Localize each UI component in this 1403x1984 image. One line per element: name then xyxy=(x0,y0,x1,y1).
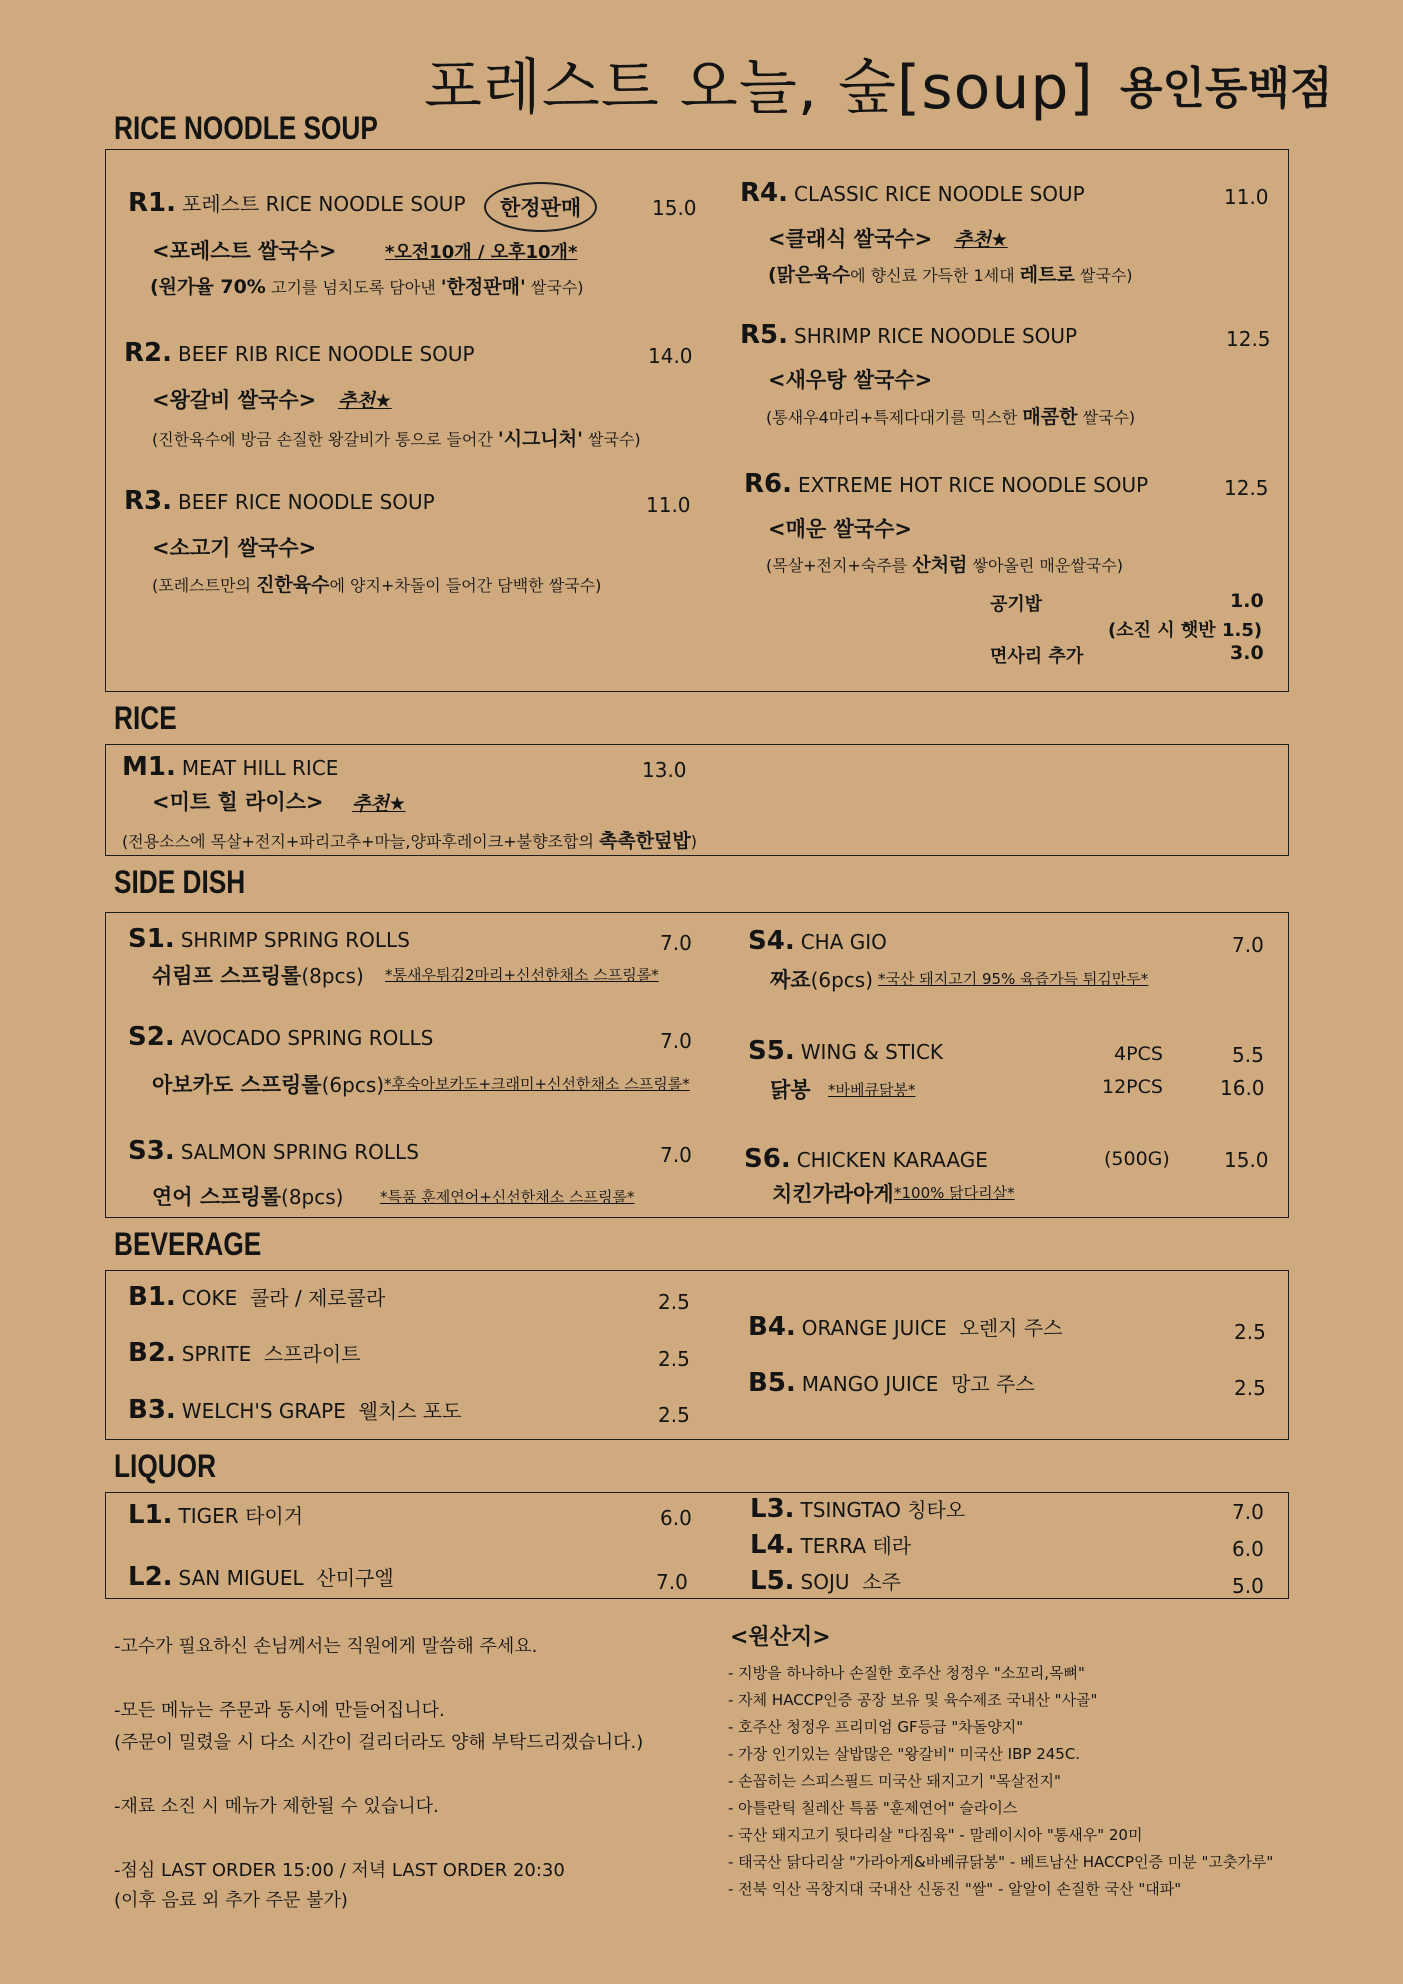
menu-item-r3 xyxy=(124,486,435,516)
item-code: S4. xyxy=(748,926,795,956)
item-korean-name: 산미구엘 xyxy=(316,1566,394,1590)
item-name: SOJU xyxy=(800,1570,850,1594)
extra-rice-note: (소진 시 햇반 1.5) xyxy=(1108,620,1263,641)
desc-text: (목살+전지+숙주를 xyxy=(766,556,908,575)
item-korean-name: 치킨가라아게 xyxy=(772,1182,894,1206)
item-description xyxy=(152,424,641,451)
origin-title: <원산지> xyxy=(730,1625,831,1650)
item-korean-line xyxy=(770,964,873,994)
menu-item-r1 xyxy=(128,188,466,218)
item-code: S3. xyxy=(128,1136,175,1166)
item-korean-name: <왕갈비 쌀국수> xyxy=(152,388,317,412)
item-name: TSINGTAO xyxy=(800,1498,901,1522)
item-note: *특품 훈제연어+신선한채소 스프링롤* xyxy=(380,1188,635,1206)
item-price: 5.0 xyxy=(1232,1574,1264,1598)
origin-line: - 손꼽히는 스피스필드 미국산 돼지고기 "목살전지" xyxy=(728,1772,1061,1790)
branch-name: 용인동백점 xyxy=(1120,63,1333,114)
item-code: S6. xyxy=(744,1144,791,1174)
origin-line: - 가장 인기있는 살밥많은 "왕갈비" 미국산 IBP 245C. xyxy=(728,1745,1081,1763)
item-korean-name: 스프라이트 xyxy=(263,1342,361,1366)
item-name: AVOCADO SPRING ROLLS xyxy=(180,1026,434,1050)
item-name: SPRITE xyxy=(181,1342,252,1366)
item-korean-name: 망고 주스 xyxy=(951,1372,1035,1396)
item-note: *통새우튀김2마리+신선한채소 스프링롤* xyxy=(385,966,659,984)
desc-text: 쌀국수) xyxy=(1082,408,1136,427)
menu-item-r4 xyxy=(740,178,1085,208)
recommend-badge: 추천★ xyxy=(954,229,1008,251)
item-korean-name: 타이거 xyxy=(245,1504,304,1528)
notice-wait: (주문이 밀렸을 시 다소 시간이 걸리더라도 양해 부탁드리겠습니다.) xyxy=(114,1732,644,1753)
item-name: SHRIMP RICE NOODLE SOUP xyxy=(794,324,1078,348)
item-name: CHICKEN KARAAGE xyxy=(796,1148,988,1172)
item-name: CLASSIC RICE NOODLE SOUP xyxy=(794,182,1085,206)
item-code: R3. xyxy=(124,486,172,516)
item-name: BEEF RIB RICE NOODLE SOUP xyxy=(178,342,475,366)
item-price: 11.0 xyxy=(1224,185,1269,209)
desc-text: 에 향신료 가득한 1세대 xyxy=(850,266,1015,285)
desc-text: 쌀국수) xyxy=(1079,266,1133,285)
item-code: L2. xyxy=(128,1562,173,1592)
notice-last-order: -점심 LAST ORDER 15:00 / 저녁 LAST ORDER 20:30 xyxy=(114,1860,565,1881)
item-code: S1. xyxy=(128,924,175,954)
desc-bold: (원가율 70% xyxy=(150,276,266,298)
desc-bold: 레트로 xyxy=(1019,264,1075,286)
item-note: *바베큐닭봉* xyxy=(828,1081,916,1099)
item-option: 4PCS xyxy=(1114,1043,1163,1065)
item-name: WELCH'S GRAPE xyxy=(181,1399,346,1423)
desc-text: (전용소스에 목살+전지+파리고추+마늘,양파후레이크+불향조합의 xyxy=(122,832,594,851)
desc-text: (진한육수에 방금 손질한 왕갈비가 통으로 들어간 xyxy=(152,430,493,449)
item-korean-name: <소고기 쌀국수> xyxy=(152,536,317,560)
notice-after-last-order: (이후 음료 외 추가 주문 불가) xyxy=(114,1890,348,1911)
menu-item-s6 xyxy=(744,1144,988,1174)
item-option: 12PCS xyxy=(1102,1076,1163,1098)
item-korean-name: <매운 쌀국수> xyxy=(768,517,912,541)
item-price: 11.0 xyxy=(646,493,691,517)
section-side-heading: SIDE DISH xyxy=(114,864,246,900)
desc-text: 에 양지+차돌이 들어간 담백한 쌀국수) xyxy=(329,576,602,595)
menu-item-r6 xyxy=(744,469,1148,499)
item-price: 2.5 xyxy=(658,1347,690,1371)
item-pcs: (6pcs) xyxy=(321,1073,385,1097)
menu-item-s1 xyxy=(128,924,410,954)
item-price: 6.0 xyxy=(1232,1537,1264,1561)
item-description xyxy=(766,550,1123,577)
menu-item-l1 xyxy=(128,1500,303,1530)
notice-coriander: -고수가 필요하신 손님께서는 직원에게 말씀해 주세요. xyxy=(114,1636,538,1657)
item-korean-name: 쉬림프 스프링롤 xyxy=(152,964,302,988)
item-korean-name: 오렌지 주스 xyxy=(959,1316,1063,1340)
section-noodle-heading: RICE NOODLE SOUP xyxy=(114,110,378,146)
item-code: S2. xyxy=(128,1022,175,1052)
desc-text: 쌀국수) xyxy=(588,430,641,449)
item-korean-name: 아보카도 스프링롤 xyxy=(152,1073,322,1097)
desc-text: ) xyxy=(690,832,698,851)
item-note: *100% 닭다리살* xyxy=(894,1184,1015,1202)
item-price: 7.0 xyxy=(660,931,692,955)
item-code: S5. xyxy=(748,1036,795,1066)
item-price: 2.5 xyxy=(658,1290,690,1314)
menu-item-s3 xyxy=(128,1136,419,1166)
menu-item-l4 xyxy=(750,1530,911,1560)
menu-item-b3 xyxy=(128,1395,462,1425)
item-name: 포레스트 RICE NOODLE SOUP xyxy=(182,192,466,216)
desc-bold: 진한육수 xyxy=(256,574,330,596)
item-option: (500G) xyxy=(1104,1148,1170,1170)
origin-line: - 자체 HACCP인증 공장 보유 및 육수제조 국내산 "사골" xyxy=(728,1691,1098,1709)
desc-text: (통새우4마리+특제다대기를 믹스한 xyxy=(766,408,1018,427)
item-korean-name: 소주 xyxy=(862,1570,901,1594)
section-beverage-heading: BEVERAGE xyxy=(114,1226,262,1262)
item-price: 14.0 xyxy=(648,344,693,368)
menu-item-s4 xyxy=(748,926,887,956)
origin-line: - 태국산 닭다리살 "가라아게&바베큐닭봉" - 베트남산 HACCP인증 미분 "고춧가루" xyxy=(728,1853,1274,1871)
extra-rice-price: 1.0 xyxy=(1230,590,1264,612)
item-price: 13.0 xyxy=(642,758,687,782)
item-price: 15.0 xyxy=(1224,1148,1269,1172)
menu-item-s5 xyxy=(748,1036,943,1066)
item-korean-name: 닭봉 xyxy=(770,1078,811,1102)
limited-badge: 한정판매 xyxy=(484,182,597,232)
item-korean-name: <미트 힐 라이스> xyxy=(152,790,324,814)
menu-item-m1 xyxy=(122,752,338,782)
item-korean-line xyxy=(152,960,364,990)
item-name: SHRIMP SPRING ROLLS xyxy=(180,928,410,952)
item-price: 7.0 xyxy=(660,1143,692,1167)
notice-made-to-order: -모든 메뉴는 주문과 동시에 만들어집니다. xyxy=(114,1700,445,1721)
item-code: R5. xyxy=(740,320,788,350)
item-code: B1. xyxy=(128,1282,176,1312)
item-code: R2. xyxy=(124,338,172,368)
item-korean-line xyxy=(152,1181,343,1211)
side-section-box xyxy=(105,912,1289,1218)
item-description xyxy=(122,826,697,853)
item-name: CHA GIO xyxy=(800,930,887,954)
notice-sold-out: -재료 소진 시 메뉴가 제한될 수 있습니다. xyxy=(114,1796,439,1817)
item-name: SAN MIGUEL xyxy=(178,1566,304,1590)
origin-line: - 국산 돼지고기 뒷다리살 "다짐육" - 말레이시아 "통새우" 20미 xyxy=(728,1826,1143,1844)
origin-line: - 호주산 청정우 프리미엄 GF등급 "차돌양지" xyxy=(728,1718,1024,1736)
item-code: B5. xyxy=(748,1368,796,1398)
menu-item-s2 xyxy=(128,1022,433,1052)
desc-bold: 촉촉한덮밥 xyxy=(599,830,691,852)
item-korean-name: 테라 xyxy=(872,1534,912,1558)
item-korean-name: <포레스트 쌀국수> xyxy=(152,239,337,263)
menu-item-b1 xyxy=(128,1282,385,1312)
item-name: TERRA xyxy=(800,1534,867,1558)
item-note: *국산 돼지고기 95% 육즙가득 튀김만두* xyxy=(878,970,1149,988)
item-name: ORANGE JUICE xyxy=(801,1316,947,1340)
desc-bold: 산처럼 xyxy=(912,554,968,576)
item-korean-name: <새우탕 쌀국수> xyxy=(768,368,933,392)
item-description xyxy=(766,402,1135,429)
menu-item-b5 xyxy=(748,1368,1035,1398)
origin-line: - 지방을 하나하나 손질한 호주산 청정우 "소꼬리,목뼈" xyxy=(728,1664,1085,1682)
item-price: 2.5 xyxy=(658,1403,690,1427)
item-code: B2. xyxy=(128,1338,176,1368)
item-code: B3. xyxy=(128,1395,176,1425)
item-korean-name: 짜죠 xyxy=(770,968,811,992)
desc-text: 쌀국수) xyxy=(530,278,584,297)
item-price: 7.0 xyxy=(1232,1500,1264,1524)
item-pcs: (6pcs) xyxy=(810,968,874,992)
item-name: MEAT HILL RICE xyxy=(181,756,339,780)
desc-bold: '한정판매' xyxy=(440,276,526,298)
menu-item-l5 xyxy=(750,1566,901,1596)
item-price: 7.0 xyxy=(1232,933,1264,957)
item-price: 2.5 xyxy=(1234,1320,1266,1344)
item-korean-name: 연어 스프링롤 xyxy=(152,1185,282,1209)
item-code: L1. xyxy=(128,1500,173,1530)
desc-bold: 매콤한 xyxy=(1022,406,1078,428)
item-description xyxy=(152,570,601,597)
menu-item-b2 xyxy=(128,1338,361,1368)
item-korean-line xyxy=(152,1069,384,1099)
menu-item-b4 xyxy=(748,1312,1062,1342)
section-rice-heading: RICE xyxy=(114,700,177,736)
menu-item-r2 xyxy=(124,338,475,368)
item-price: 6.0 xyxy=(660,1506,692,1530)
recommend-badge: 추천★ xyxy=(338,390,392,412)
item-pcs: (8pcs) xyxy=(301,964,364,988)
item-price: 15.0 xyxy=(652,196,697,220)
item-code: M1. xyxy=(122,752,176,782)
item-korean-name: 웰치스 포도 xyxy=(358,1399,462,1423)
item-korean-name: 콜라 / 제로콜라 xyxy=(249,1286,386,1310)
desc-bold: '시그니처' xyxy=(497,428,583,450)
extra-noodle-label: 면사리 추가 xyxy=(990,646,1084,667)
item-name: MANGO JUICE xyxy=(801,1372,939,1396)
item-code: L5. xyxy=(750,1566,795,1596)
item-name: COKE xyxy=(181,1286,238,1310)
extra-noodle-price: 3.0 xyxy=(1230,642,1264,664)
item-code: B4. xyxy=(748,1312,796,1342)
item-price: 5.5 xyxy=(1232,1043,1264,1067)
item-note: *후숙아보카도+크래미+신선한채소 스프링롤* xyxy=(384,1075,690,1093)
item-price: 2.5 xyxy=(1234,1376,1266,1400)
item-name: EXTREME HOT RICE NOODLE SOUP xyxy=(798,473,1149,497)
origin-line: - 아틀란틱 칠레산 특품 "훈제연어" 슬라이스 xyxy=(728,1799,1018,1817)
desc-text: (포레스트만의 xyxy=(152,576,251,595)
item-name: TIGER xyxy=(178,1504,239,1528)
item-name: BEEF RICE NOODLE SOUP xyxy=(178,490,435,514)
desc-text: 쌓아올린 매운쌀국수) xyxy=(972,556,1123,575)
menu-item-r5 xyxy=(740,320,1077,350)
item-code: R1. xyxy=(128,188,176,218)
extra-rice-label: 공기밥 xyxy=(990,594,1043,615)
desc-bold: (맑은육수 xyxy=(768,264,851,286)
desc-text: 고기를 넘치도록 담아낸 xyxy=(270,278,436,297)
item-name: WING & STICK xyxy=(800,1040,944,1064)
recommend-badge: 추천★ xyxy=(352,793,406,815)
item-description xyxy=(768,260,1133,287)
item-code: R4. xyxy=(740,178,788,208)
origin-line: - 전북 익산 곡창지대 국내산 신동진 "쌀" - 알알이 손질한 국산 "대파" xyxy=(728,1880,1182,1898)
item-korean-name: <클래식 쌀국수> xyxy=(768,227,933,251)
item-code: R6. xyxy=(744,469,792,499)
menu-item-l2 xyxy=(128,1562,394,1592)
item-code: L3. xyxy=(750,1494,795,1524)
item-price: 7.0 xyxy=(656,1570,688,1594)
item-price: 12.5 xyxy=(1224,476,1269,500)
item-description xyxy=(150,272,584,299)
item-price: 16.0 xyxy=(1220,1076,1265,1100)
item-code: L4. xyxy=(750,1530,795,1560)
item-name: SALMON SPRING ROLLS xyxy=(180,1140,419,1164)
item-price: 7.0 xyxy=(660,1029,692,1053)
menu-title: 포레스트 오늘, 숲[soup] xyxy=(424,53,1094,123)
menu-item-l3 xyxy=(750,1494,965,1524)
limit-note: *오전10개 / 오후10개* xyxy=(385,242,578,263)
item-korean-name: 칭타오 xyxy=(907,1498,966,1522)
item-pcs: (8pcs) xyxy=(281,1185,344,1209)
item-price: 12.5 xyxy=(1226,327,1271,351)
section-liquor-heading: LIQUOR xyxy=(114,1448,217,1484)
